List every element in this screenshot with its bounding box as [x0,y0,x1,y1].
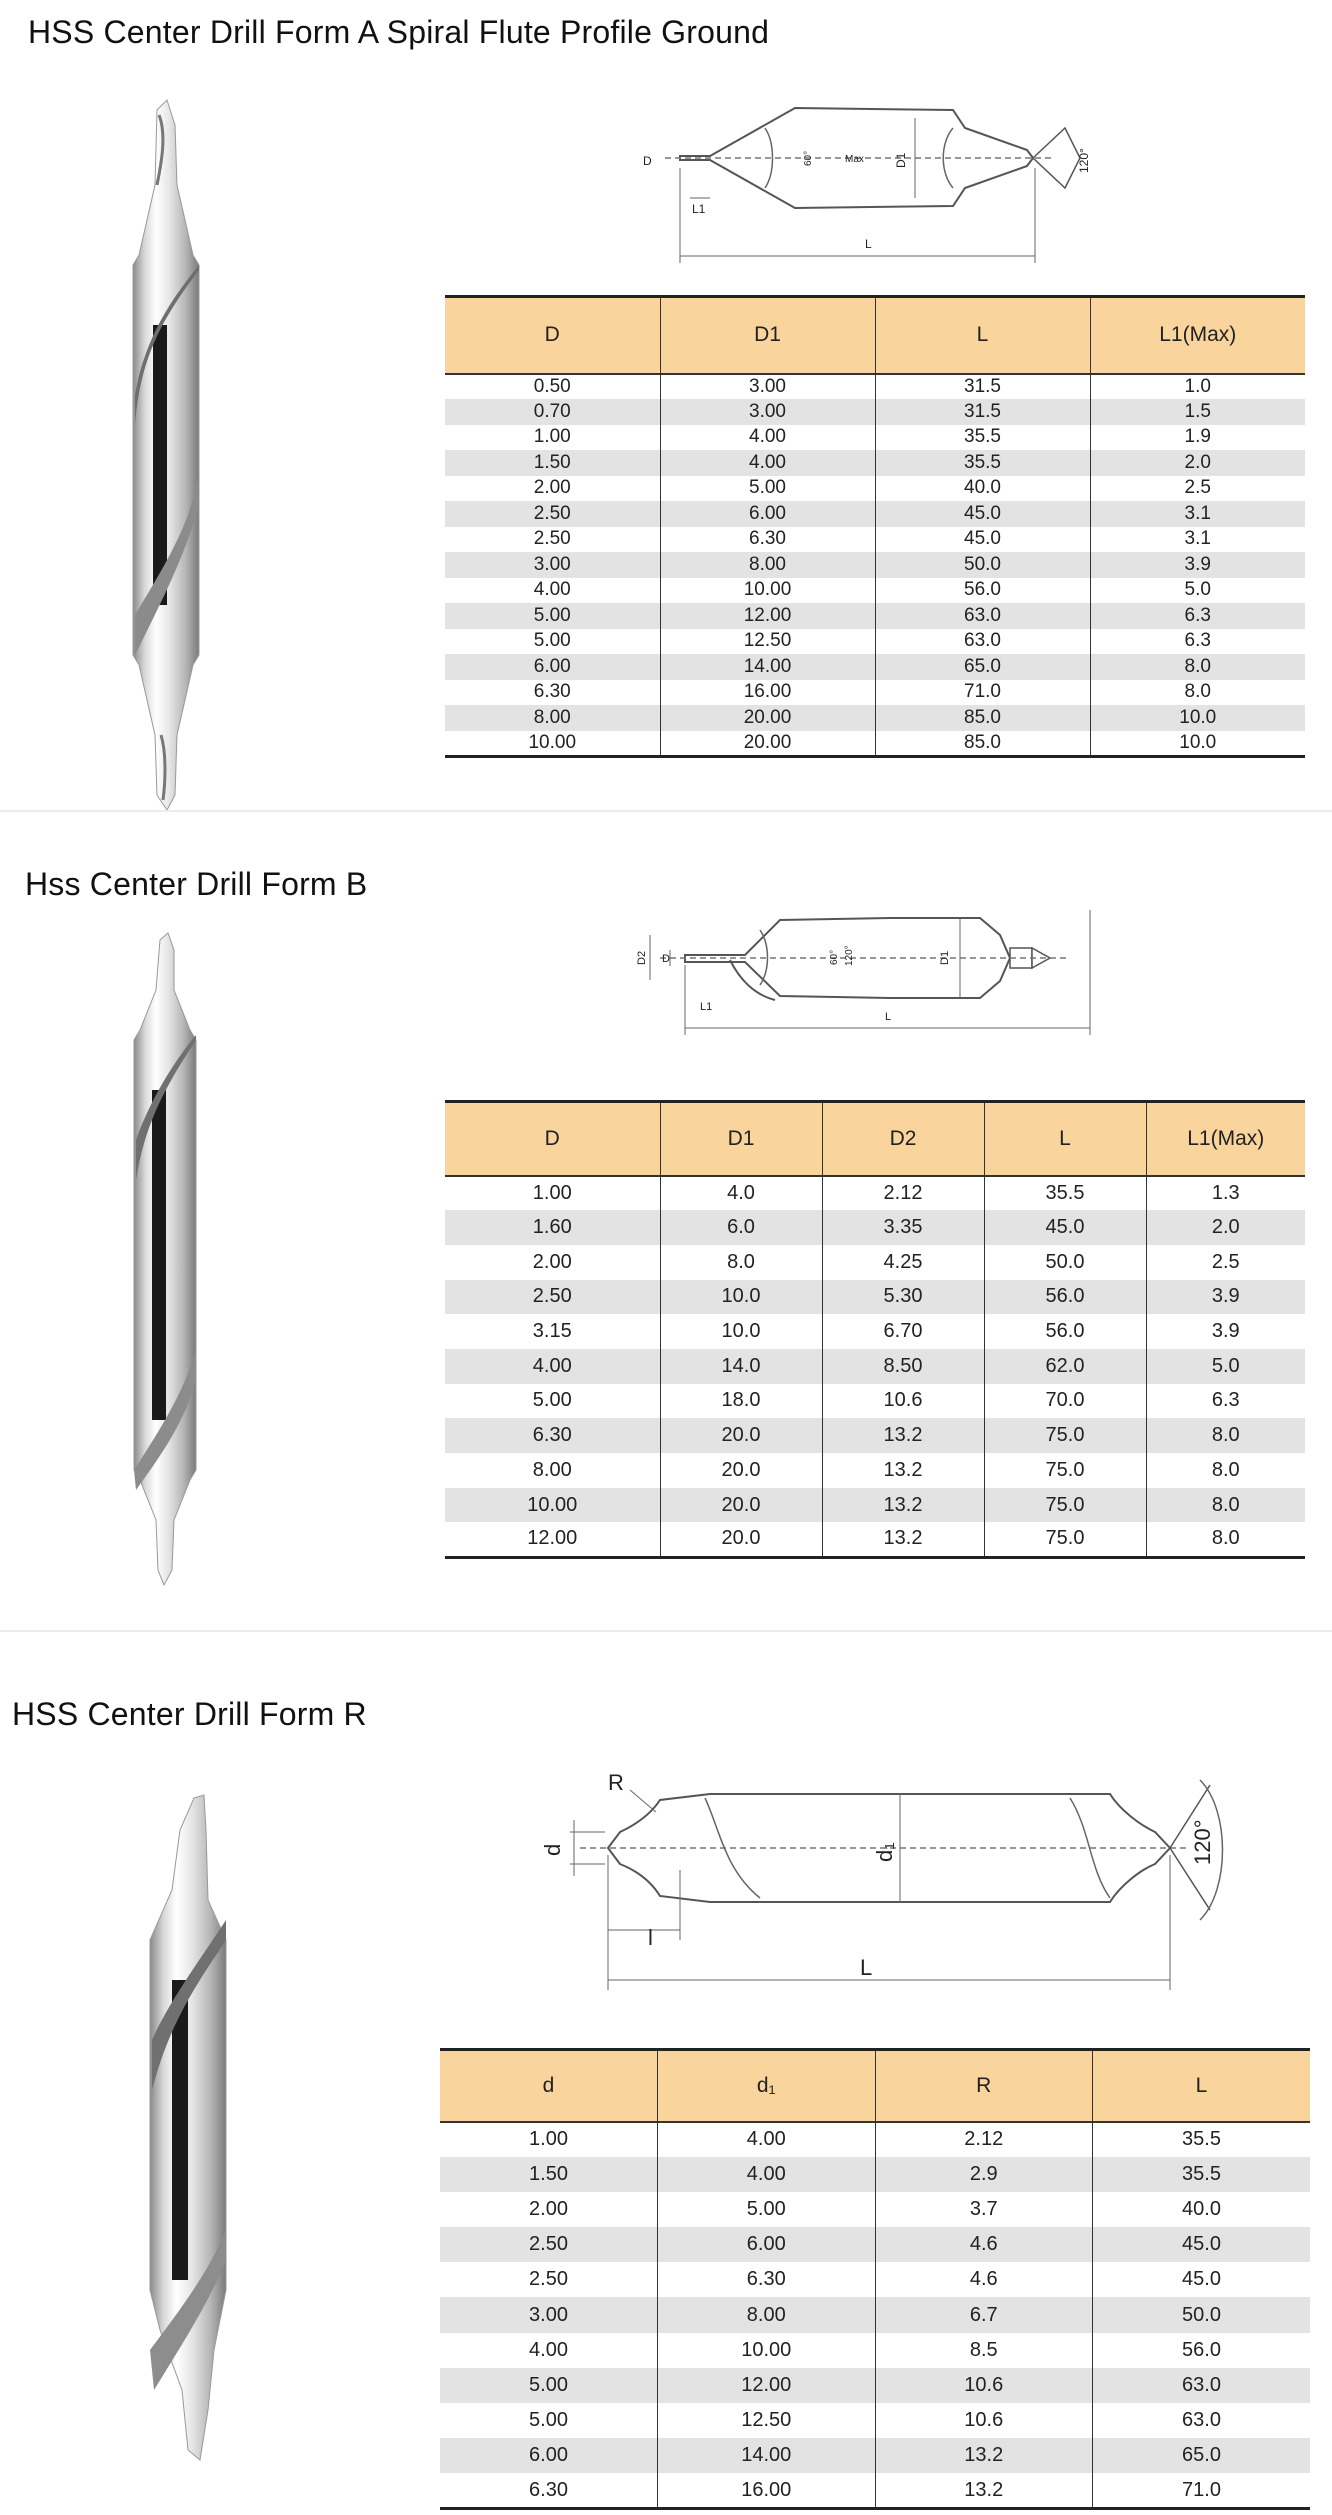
table-cell: 20.00 [660,731,875,757]
table-cell: 35.5 [984,1176,1146,1211]
table-cell: 45.0 [984,1210,1146,1245]
table-cell: 12.50 [660,629,875,655]
table-cell: 2.50 [445,501,660,527]
table-cell: 1.50 [440,2157,658,2192]
table-cell: 8.0 [1146,1522,1305,1557]
table-cell: 5.00 [440,2368,658,2403]
table-cell: 35.5 [1093,2122,1311,2157]
label-l1: L1 [700,1001,713,1013]
table-cell: 71.0 [1093,2473,1311,2508]
table-cell: 4.00 [658,2157,876,2192]
column-header: D [445,297,660,374]
table-cell: 12.00 [445,1522,660,1557]
table-cell: 2.00 [445,476,660,502]
table-cell: 56.0 [984,1280,1146,1315]
label-max: Max [845,154,864,165]
column-header: L [984,1102,1146,1176]
table-row [445,1349,1305,1384]
table-cell: 3.1 [1090,527,1305,553]
table-cell: 2.0 [1090,450,1305,476]
table-row [445,1245,1305,1280]
form-b-spec-table [445,1100,1305,1559]
table-cell: 63.0 [1093,2403,1311,2438]
center-drill-image [100,930,230,1590]
table-cell: 10.00 [445,1488,660,1523]
table-cell: 5.00 [440,2403,658,2438]
table-cell: 75.0 [984,1522,1146,1557]
label-d1: D1 [939,950,951,965]
table-cell: 45.0 [875,501,1090,527]
table-cell: 85.0 [875,705,1090,731]
table-row [445,501,1305,527]
table-cell: 45.0 [1093,2227,1311,2262]
table-cell: 8.00 [445,1453,660,1488]
column-header: L1(Max) [1146,1102,1305,1176]
table-cell: 2.12 [875,2122,1093,2157]
table-cell: 3.15 [445,1314,660,1349]
table-cell: 8.00 [660,552,875,578]
table-cell: 10.0 [1090,731,1305,757]
table-cell: 13.2 [822,1418,984,1453]
table-row [440,2262,1310,2297]
column-header: D2 [822,1102,984,1176]
table-cell: 5.00 [445,1384,660,1419]
table-cell: 6.7 [875,2297,1093,2332]
table-cell: 6.30 [445,680,660,706]
table-cell: 6.00 [660,501,875,527]
table-cell: 45.0 [875,527,1090,553]
table-row [445,1418,1305,1453]
table-row [445,476,1305,502]
table-cell: 2.5 [1146,1245,1305,1280]
section-form-r [0,1640,1332,2515]
table-cell: 6.00 [658,2227,876,2262]
table-cell: 3.9 [1146,1280,1305,1315]
label-120: 120° [1190,1819,1215,1865]
table-cell: 8.0 [1090,654,1305,680]
table-cell: 3.00 [660,374,875,400]
table-cell: 3.00 [445,552,660,578]
section-divider [0,810,1332,812]
table-cell: 13.2 [822,1453,984,1488]
table-cell: 35.5 [875,425,1090,451]
column-header: L1(Max) [1090,297,1305,374]
table-cell: 1.0 [1090,374,1305,400]
table-cell: 50.0 [875,552,1090,578]
table-row [445,374,1305,400]
table-cell: 2.9 [875,2157,1093,2192]
table-cell: 20.0 [660,1418,822,1453]
table-cell: 4.25 [822,1245,984,1280]
table-cell: 12.00 [660,603,875,629]
column-header: R [875,2050,1093,2122]
label-l: L [885,1011,892,1023]
label-l1: L1 [692,202,706,216]
table-cell: 50.0 [1093,2297,1311,2332]
table-cell: 10.00 [660,578,875,604]
table-cell: 14.00 [660,654,875,680]
table-cell: 8.0 [660,1245,822,1280]
table-cell: 1.00 [445,1176,660,1211]
table-cell: 5.0 [1090,578,1305,604]
table-cell: 56.0 [875,578,1090,604]
table-cell: 50.0 [984,1245,1146,1280]
center-drill-image [95,95,235,815]
table-cell: 13.2 [822,1488,984,1523]
table-cell: 2.50 [445,1280,660,1315]
table-cell: 75.0 [984,1453,1146,1488]
column-header: D1 [660,297,875,374]
table-cell: 8.00 [445,705,660,731]
section-form-a [0,0,1332,800]
table-cell: 20.0 [660,1453,822,1488]
table-cell: 13.2 [875,2473,1093,2508]
table-row [445,399,1305,425]
table-cell: 70.0 [984,1384,1146,1419]
table-cell: 5.00 [445,603,660,629]
table-cell: 8.0 [1146,1453,1305,1488]
table-row [445,527,1305,553]
table-cell: 10.00 [658,2333,876,2368]
table-cell: 6.30 [658,2262,876,2297]
label-d: D [662,953,670,965]
table-cell: 14.0 [660,1349,822,1384]
label-120: 120° [844,945,855,966]
table-cell: 40.0 [875,476,1090,502]
label-l-small: l [648,1925,653,1950]
table-cell: 10.6 [822,1384,984,1419]
section-form-b [0,830,1332,1610]
table-cell: 2.12 [822,1176,984,1211]
table-cell: 31.5 [875,374,1090,400]
table-cell: 6.3 [1146,1384,1305,1419]
table-cell: 56.0 [1093,2333,1311,2368]
label-60: 60° [803,150,814,166]
table-cell: 35.5 [1093,2157,1311,2192]
table-cell: 10.0 [1090,705,1305,731]
label-l: L [860,1955,873,1980]
table-cell: 6.30 [660,527,875,553]
table-cell: 65.0 [875,654,1090,680]
table-row [445,654,1305,680]
table-cell: 35.5 [875,450,1090,476]
table-cell: 3.7 [875,2192,1093,2227]
table-cell: 5.30 [822,1280,984,1315]
table-cell: 4.6 [875,2262,1093,2297]
table-row [445,1314,1305,1349]
table-cell: 3.1 [1090,501,1305,527]
table-row [440,2227,1310,2262]
table-cell: 8.0 [1146,1488,1305,1523]
table-cell: 75.0 [984,1418,1146,1453]
center-drill-image [110,1790,260,2470]
table-cell: 45.0 [1093,2262,1311,2297]
table-row [445,1176,1305,1211]
table-cell: 1.3 [1146,1176,1305,1211]
table-row [445,425,1305,451]
column-header: d₁ [658,2050,876,2122]
table-row [445,1522,1305,1557]
table-cell: 12.00 [658,2368,876,2403]
table-cell: 3.9 [1090,552,1305,578]
table-cell: 1.9 [1090,425,1305,451]
column-header: D [445,1102,660,1176]
table-cell: 12.50 [658,2403,876,2438]
table-cell: 56.0 [984,1314,1146,1349]
column-header: d [440,2050,658,2122]
table-cell: 2.5 [1090,476,1305,502]
table-cell: 10.6 [875,2403,1093,2438]
table-row [440,2473,1310,2508]
table-row [445,552,1305,578]
table-cell: 10.6 [875,2368,1093,2403]
table-row [445,680,1305,706]
form-r-spec-table [440,2048,1310,2510]
table-cell: 10.00 [445,731,660,757]
table-cell: 20.0 [660,1522,822,1557]
column-header: L [875,297,1090,374]
table-cell: 2.00 [440,2192,658,2227]
column-header: D1 [660,1102,822,1176]
label-l: L [865,237,872,251]
table-row [445,578,1305,604]
form-a-spec-table [445,295,1305,758]
table-cell: 6.3 [1090,629,1305,655]
table-cell: 85.0 [875,731,1090,757]
table-cell: 1.50 [445,450,660,476]
table-cell: 4.0 [660,1176,822,1211]
table-cell: 71.0 [875,680,1090,706]
table-row [445,1280,1305,1315]
table-cell: 2.50 [445,527,660,553]
table-row [440,2122,1310,2157]
label-60: 60° [829,949,840,965]
table-row [445,629,1305,655]
table-row [440,2157,1310,2192]
table-cell: 13.2 [875,2438,1093,2473]
table-cell: 1.5 [1090,399,1305,425]
label-120: 120° [1077,148,1091,173]
table-cell: 20.0 [660,1488,822,1523]
table-cell: 75.0 [984,1488,1146,1523]
table-cell: 8.0 [1146,1418,1305,1453]
table-row [440,2297,1310,2332]
section-divider [0,1630,1332,1632]
table-cell: 8.50 [822,1349,984,1384]
label-d: D [643,154,652,168]
label-d1: d₁ [872,1842,897,1862]
table-cell: 14.00 [658,2438,876,2473]
table-row [440,2403,1310,2438]
table-cell: 16.00 [660,680,875,706]
label-d: d [540,1843,565,1856]
table-row [445,705,1305,731]
form-b-dimension-diagram [630,870,1110,1040]
table-cell: 18.0 [660,1384,822,1419]
table-cell: 4.00 [445,1349,660,1384]
table-cell: 16.00 [658,2473,876,2508]
table-cell: 3.35 [822,1210,984,1245]
section-title: Hss Center Drill Form B [25,866,368,902]
table-cell: 3.9 [1146,1314,1305,1349]
label-d2: D2 [636,950,648,965]
table-row [445,603,1305,629]
table-cell: 10.0 [660,1280,822,1315]
section-title: HSS Center Drill Form R [12,1696,367,1732]
table-row [445,731,1305,757]
table-cell: 5.00 [658,2192,876,2227]
table-cell: 4.00 [445,578,660,604]
table-cell: 65.0 [1093,2438,1311,2473]
label-r: R [608,1770,624,1795]
table-row [445,1384,1305,1419]
table-cell: 63.0 [875,629,1090,655]
table-cell: 6.70 [822,1314,984,1349]
table-cell: 0.50 [445,374,660,400]
table-cell: 6.30 [445,1418,660,1453]
label-d1: D1 [894,152,908,168]
table-cell: 10.0 [660,1314,822,1349]
table-cell: 4.00 [660,425,875,451]
table-cell: 62.0 [984,1349,1146,1384]
table-cell: 3.00 [660,399,875,425]
form-a-dimension-diagram [635,88,1095,268]
table-cell: 8.0 [1090,680,1305,706]
table-cell: 2.0 [1146,1210,1305,1245]
table-cell: 8.00 [658,2297,876,2332]
table-cell: 4.6 [875,2227,1093,2262]
table-cell: 2.00 [445,1245,660,1280]
table-row [440,2192,1310,2227]
table-cell: 5.0 [1146,1349,1305,1384]
table-cell: 1.00 [445,425,660,451]
table-cell: 1.60 [445,1210,660,1245]
table-row [445,1453,1305,1488]
table-cell: 1.00 [440,2122,658,2157]
table-cell: 6.30 [440,2473,658,2508]
table-cell: 6.00 [440,2438,658,2473]
table-row [440,2438,1310,2473]
table-cell: 63.0 [875,603,1090,629]
table-cell: 20.00 [660,705,875,731]
table-row [440,2333,1310,2368]
table-cell: 13.2 [822,1522,984,1557]
table-cell: 6.00 [445,654,660,680]
table-cell: 6.0 [660,1210,822,1245]
table-cell: 40.0 [1093,2192,1311,2227]
table-cell: 5.00 [660,476,875,502]
column-header: L [1093,2050,1311,2122]
table-row [445,1210,1305,1245]
table-cell: 2.50 [440,2262,658,2297]
table-row [445,1488,1305,1523]
table-cell: 4.00 [658,2122,876,2157]
table-cell: 0.70 [445,399,660,425]
table-row [440,2368,1310,2403]
table-cell: 4.00 [660,450,875,476]
table-cell: 8.5 [875,2333,1093,2368]
table-cell: 5.00 [445,629,660,655]
table-cell: 3.00 [440,2297,658,2332]
section-title: HSS Center Drill Form A Spiral Flute Profile Ground [28,14,770,50]
table-cell: 6.3 [1090,603,1305,629]
table-cell: 4.00 [440,2333,658,2368]
table-cell: 31.5 [875,399,1090,425]
table-cell: 2.50 [440,2227,658,2262]
table-cell: 63.0 [1093,2368,1311,2403]
table-row [445,450,1305,476]
form-r-dimension-diagram [530,1740,1230,2000]
